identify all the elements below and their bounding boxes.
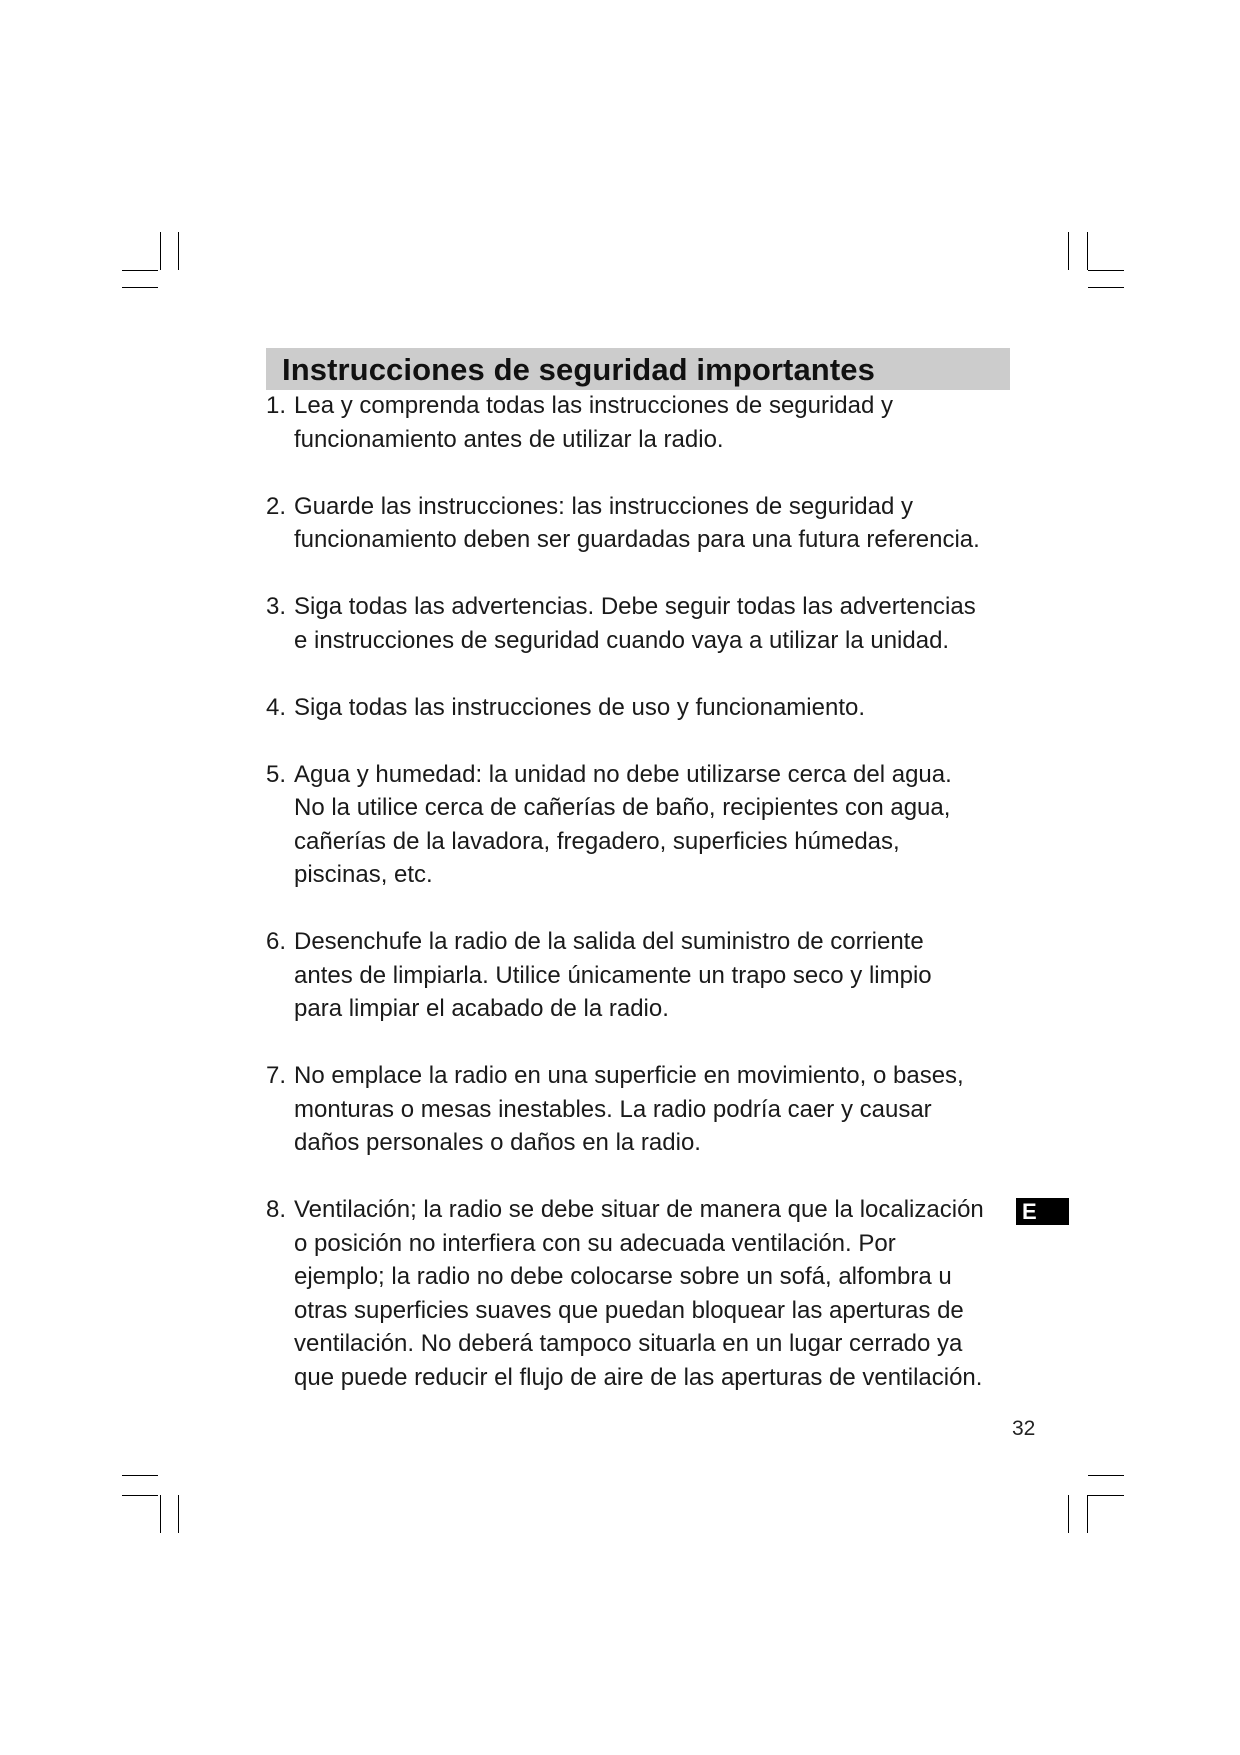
list-item-line: piscinas, etc. xyxy=(294,861,433,888)
crop-mark-top-right-horizontal-outer xyxy=(1088,287,1124,288)
language-tab: E xyxy=(1016,1198,1069,1225)
list-item-line: funcionamiento antes de utilizar la radio. xyxy=(294,425,724,453)
list-item-line: daños personales o daños en la radio. xyxy=(294,1129,701,1156)
list-item xyxy=(266,925,1026,1026)
list-item-line: que puede reducir el flujo de aire de las aperturas de ventilación. xyxy=(294,1363,983,1391)
list-item-number: 4. xyxy=(266,693,287,721)
crop-mark-bottom-left-vertical-outer xyxy=(178,1495,179,1533)
crop-mark-top-right-vertical-outer xyxy=(1068,232,1069,270)
list-item-number: 7. xyxy=(266,1062,287,1089)
list-item-number: 2. xyxy=(266,492,287,520)
list-item-line: ventilación. No deberá tampoco situarla en un lugar cerrado ya xyxy=(294,1330,963,1357)
crop-mark-top-right-horizontal xyxy=(1088,270,1124,271)
crop-mark-bottom-right-vertical xyxy=(1087,1495,1088,1533)
list-item-line: ejemplo; la radio no debe colocarse sobre un sofá, alfombra u xyxy=(294,1263,952,1290)
crop-mark-bottom-left-horizontal xyxy=(122,1495,158,1496)
list-item xyxy=(266,590,1026,657)
safety-instructions-list xyxy=(266,389,1026,1428)
list-item-line: Siga todas las instrucciones de uso y funcionamiento. xyxy=(294,693,865,721)
list-item-line: otras superficies suaves que puedan bloquear las aperturas de xyxy=(294,1296,964,1324)
crop-mark-bottom-left-vertical xyxy=(160,1495,161,1533)
list-item-line: No emplace la radio en una superficie en movimiento, o bases, xyxy=(294,1062,964,1089)
list-item-line: Agua y humedad: la unidad no debe utilizarse cerca del agua. xyxy=(294,760,952,788)
list-item xyxy=(266,1059,1026,1160)
list-item-line: Desenchufe la radio de la salida del suministro de corriente xyxy=(294,928,924,955)
list-item-line: antes de limpiarla. Utilice únicamente un trapo seco y limpio xyxy=(294,961,932,989)
list-item xyxy=(266,389,1026,456)
list-item xyxy=(266,691,1026,725)
list-item-line: Ventilación; la radio se debe situar de manera que la localización xyxy=(294,1196,984,1223)
crop-mark-top-left-vertical xyxy=(160,232,161,270)
list-item-line: para limpiar el acabado de la radio. xyxy=(294,995,669,1022)
page-number: 32 xyxy=(1012,1417,1036,1440)
crop-mark-bottom-right-horizontal-outer xyxy=(1088,1475,1124,1476)
crop-mark-top-left-vertical-outer xyxy=(178,232,179,270)
list-item xyxy=(266,490,1026,557)
list-item-line: funcionamiento deben ser guardadas para una futura referencia. xyxy=(294,526,980,553)
list-item-line: e instrucciones de seguridad cuando vaya a utilizar la unidad. xyxy=(294,626,950,654)
list-item-line: cañerías de la lavadora, fregadero, superficies húmedas, xyxy=(294,827,900,855)
list-item-line: Siga todas las advertencias. Debe seguir todas las advertencias xyxy=(294,593,976,620)
list-item-line: No la utilice cerca de cañerías de baño, recipientes con agua, xyxy=(294,794,951,821)
crop-mark-bottom-right-vertical-outer xyxy=(1068,1495,1069,1533)
crop-mark-bottom-left-horizontal-outer xyxy=(122,1475,158,1476)
list-item-number: 1. xyxy=(266,392,287,419)
crop-mark-top-right-vertical xyxy=(1087,232,1088,270)
list-item-line: monturas o mesas inestables. La radio podría caer y causar xyxy=(294,1095,932,1123)
crop-mark-top-left-horizontal xyxy=(122,270,158,271)
crop-mark-bottom-right-horizontal xyxy=(1088,1495,1124,1496)
page-title: Instrucciones de seguridad importantes xyxy=(282,352,875,387)
list-item-number: 5. xyxy=(266,760,287,788)
list-item-line: o posición no interfiera con su adecuada ventilación. Por xyxy=(294,1229,896,1257)
list-item xyxy=(266,758,1026,892)
crop-mark-top-left-horizontal-outer xyxy=(122,287,158,288)
list-item-line: Lea y comprenda todas las instrucciones de seguridad y xyxy=(294,392,894,419)
list-item-number: 3. xyxy=(266,593,287,620)
section-title-bar xyxy=(266,348,1010,390)
list-item xyxy=(266,1193,1026,1394)
list-item-number: 6. xyxy=(266,928,287,955)
list-item-number: 8. xyxy=(266,1196,287,1223)
list-item-line: Guarde las instrucciones: las instrucciones de seguridad y xyxy=(294,492,913,520)
